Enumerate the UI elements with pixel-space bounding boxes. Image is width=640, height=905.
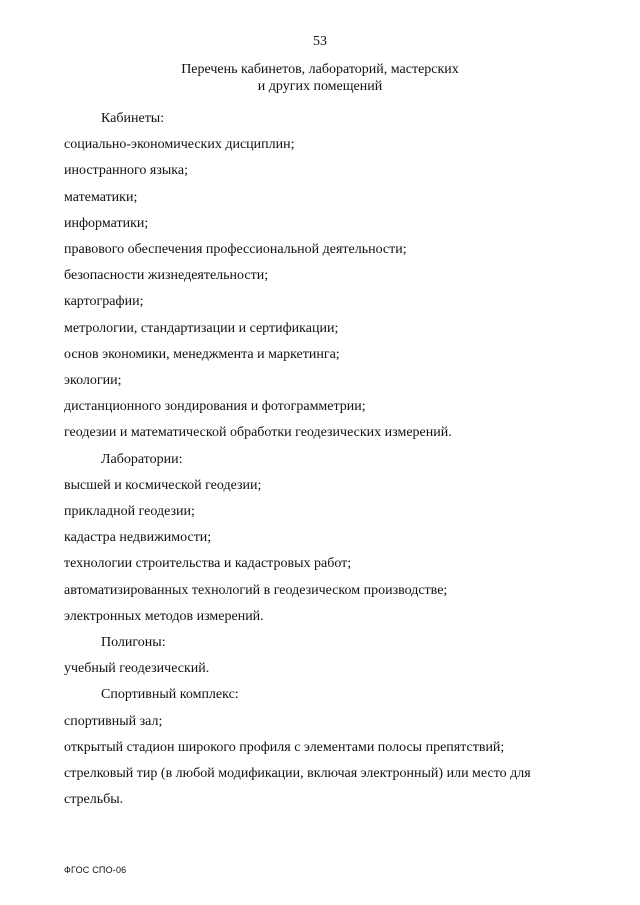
list-item: стрелковый тир (в любой модификации, включая электронный) или место для: [64, 766, 531, 782]
page-number: 53: [313, 34, 327, 49]
list-item: информатики;: [64, 215, 149, 231]
list-item: спортивный зал;: [64, 713, 163, 729]
list-item: автоматизированных технологий в геодезическом производстве;: [64, 582, 448, 598]
list-item: картографии;: [64, 294, 144, 310]
list-item: дистанционного зондирования и фотограмметрии;: [64, 399, 366, 415]
list-item: высшей и космической геодезии;: [64, 477, 262, 493]
title-line-1: Перечень кабинетов, лабораторий, мастерских: [181, 62, 459, 77]
title-line-2: и других помещений: [257, 79, 383, 94]
list-item: социально-экономических дисциплин;: [64, 137, 295, 153]
page-title: [0, 61, 640, 95]
section-heading-sports: Спортивный комплекс:: [101, 687, 239, 703]
list-item: безопасности жизнедеятельности;: [64, 268, 269, 284]
list-item: стрельбы.: [64, 792, 124, 808]
list-item: технологии строительства и кадастровых работ;: [64, 556, 352, 572]
footer-label: ФГОС СПО-06: [64, 865, 127, 875]
section-heading-polygons: Полигоны:: [101, 635, 166, 651]
list-item: прикладной геодезии;: [64, 504, 195, 520]
list-item: основ экономики, менеджмента и маркетинга;: [64, 346, 340, 362]
document-body: [64, 106, 584, 813]
list-item: учебный геодезический.: [64, 661, 210, 677]
list-item: математики;: [64, 189, 138, 205]
list-item: геодезии и математической обработки геодезических измерений.: [64, 425, 452, 441]
list-item: кадастра недвижимости;: [64, 530, 212, 546]
list-item: правового обеспечения профессиональной деятельности;: [64, 242, 407, 258]
list-item: электронных методов измерений.: [64, 608, 264, 624]
list-item: открытый стадион широкого профиля с элементами полосы препятствий;: [64, 739, 505, 755]
list-item: метрологии, стандартизации и сертификации;: [64, 320, 339, 336]
list-item: иностранного языка;: [64, 163, 188, 179]
list-item: экологии;: [64, 373, 122, 389]
section-heading-labs: Лаборатории:: [101, 451, 183, 467]
section-heading-cabinets: Кабинеты:: [101, 111, 165, 126]
